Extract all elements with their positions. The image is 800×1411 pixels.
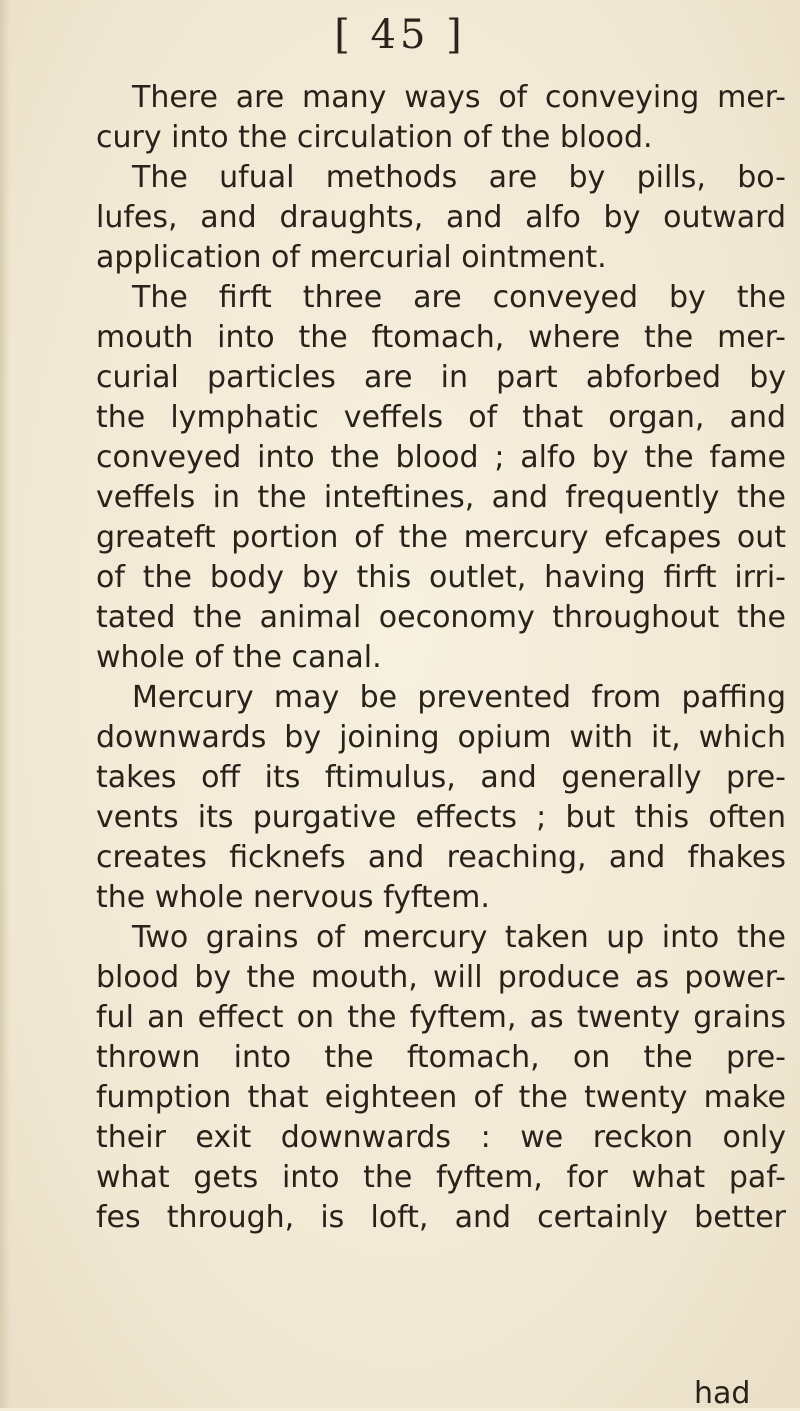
text-line: their exit downwards : we reckon only: [96, 1120, 786, 1155]
text-line: downwards by joining opium with it, which: [96, 720, 786, 755]
text-line: the whole nervous fyftem.: [96, 880, 490, 915]
text-line: ful an effect on the fyftem, as twenty grains: [96, 1000, 786, 1035]
text-line: conveyed into the blood ; alfo by the fame: [96, 440, 786, 475]
text-line: Two grains of mercury taken up into the: [132, 920, 786, 955]
text-line: tated the animal oeconomy throughout the: [96, 600, 786, 635]
text-line: There are many ways of conveying mer-: [132, 80, 786, 115]
text-line: fumption that eighteen of the twenty make: [96, 1080, 786, 1115]
text-line: takes off its ftimulus, and generally pre-: [96, 760, 786, 795]
page-number-header: [ 45 ]: [334, 12, 466, 58]
text-line: greateft portion of the mercury efcapes out: [96, 520, 786, 555]
text-line: The firft three are conveyed by the: [132, 280, 786, 315]
text-line: blood by the mouth, will produce as power-: [96, 960, 786, 995]
page-edge-shadow: [0, 0, 10, 1408]
text-line: cury into the circulation of the blood.: [96, 120, 653, 155]
text-line: veffels in the inteftines, and frequently the: [96, 480, 786, 515]
body-text: [96, 78, 786, 1238]
text-line: fes through, is loft, and certainly better: [96, 1200, 786, 1235]
text-line: lufes, and draughts, and alfo by outward: [96, 200, 786, 235]
text-line: application of mercurial ointment.: [96, 240, 607, 275]
catchword: had: [694, 1376, 751, 1411]
text-line: Mercury may be prevented from paffing: [132, 680, 786, 715]
text-line: vents its purgative effects ; but this often: [96, 800, 786, 835]
text-line: thrown into the ftomach, on the pre-: [96, 1040, 786, 1075]
text-line: what gets into the fyftem, for what paf-: [96, 1160, 786, 1195]
text-line: creates ficknefs and reaching, and fhakes: [96, 840, 786, 875]
text-line: the lymphatic veffels of that organ, and: [96, 400, 786, 435]
text-line: whole of the canal.: [96, 640, 382, 675]
text-line: mouth into the ftomach, where the mer-: [96, 320, 786, 355]
text-line: The ufual methods are by pills, bo-: [132, 160, 786, 195]
text-line: curial particles are in part abforbed by: [96, 360, 786, 395]
text-line: of the body by this outlet, having firft irri-: [96, 560, 786, 595]
